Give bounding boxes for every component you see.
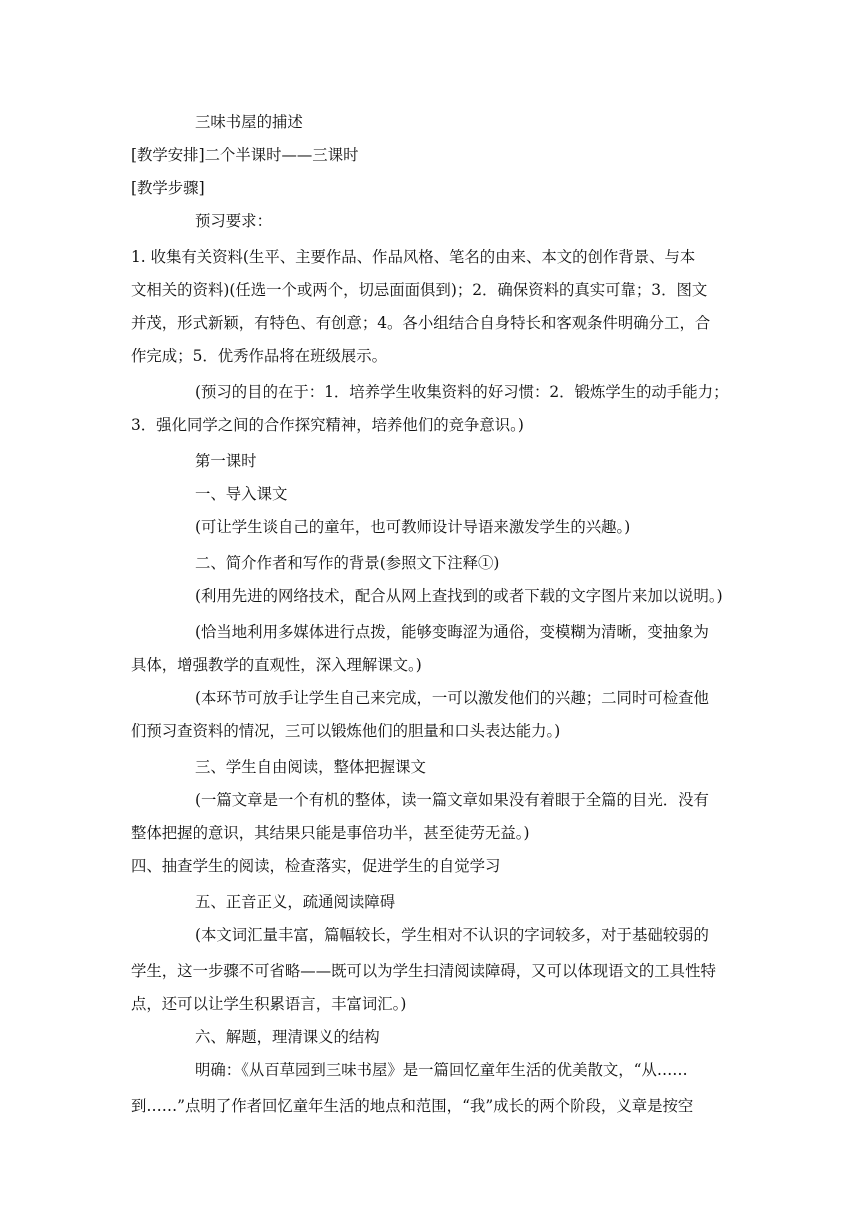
section-heading: 三、学生自由阅读，整体把握课文 <box>195 758 426 776</box>
paragraph-line: 具体，增强教学的直观性，深入理解课文。) <box>131 656 422 674</box>
paragraph-line: 点，还可以让学生积累语言，丰富词汇。) <box>131 995 407 1013</box>
paragraph-line: (可让学生谈自己的童年，也可教师设计导语来激发学生的兴趣。) <box>195 518 631 536</box>
section-heading: 五、正音正义，疏通阅读障碍 <box>195 893 396 911</box>
paragraph-line: 文相关的资料)(任选一个或两个，切忌面面俱到)；2．确保资料的真实可靠；3．图文 <box>131 281 708 299</box>
paragraph-line: (预习的目的在于：1．培养学生收集资料的好习惯：2．锻炼学生的动手能力； <box>195 383 729 401</box>
paragraph-line: 并茂，形式新颖，有特色、有创意；4。各小组结合自身特长和客观条件明确分工，合 <box>131 314 711 332</box>
paragraph-line: 明确：《从百草园到三味书屋》是一篇回忆童年生活的优美散文，“从…… <box>195 1061 688 1079</box>
paragraph-line: (本环节可放手让学生自己来完成，一可以激发他们的兴趣；二同时可检查他 <box>195 689 709 707</box>
teaching-arrangement: [教学安排]二个半课时——三课时 <box>131 146 359 164</box>
paragraph-line: (恰当地利用多媒体进行点拨，能够变晦涩为通俗，变模糊为清晰，变抽象为 <box>195 623 709 641</box>
section-heading: 第一课时 <box>195 452 257 470</box>
paragraph-line: (一篇文章是一个有机的整体，读一篇文章如果没有着眼于全篇的目光．没有 <box>195 791 709 809</box>
paragraph-line: (本文词汇量丰富，篇幅较长，学生相对不认识的字词较多，对于基础较弱的 <box>195 926 709 944</box>
paragraph-line: 整体把握的意识，其结果只能是事倍功半，甚至徒劳无益。) <box>131 824 530 842</box>
document-title: 三味书屋的捕述 <box>195 113 303 131</box>
section-heading: 一、导入课文 <box>195 485 288 503</box>
paragraph-line: 们预习查资料的情况，三可以锻炼他们的胆量和口头表达能力。) <box>131 722 561 740</box>
section-heading: 四、抽查学生的阅读，检查落实，促进学生的自觉学习 <box>131 857 501 875</box>
teaching-steps-heading: [教学步骤] <box>131 179 205 197</box>
paragraph-line: 3．强化同学之间的合作探究精神，培养他们的竞争意识。) <box>131 416 524 434</box>
paragraph-line: 作完成；5．优秀作品将在班级展示。 <box>131 347 388 365</box>
paragraph-line: (利用先进的网络技术，配合从网上查找到的或者下载的文字图片来加以说明。) <box>195 587 723 605</box>
paragraph-line: 1. 收集有关资料(生平、主要作品、作品风格、笔名的由来、本文的创作背景、与本 <box>131 248 696 266</box>
paragraph-line: 到……”点明了作者回忆童年生活的地点和范围，“我”成长的两个阶段，义章是按空 <box>131 1097 694 1115</box>
section-heading: 六、解题，理清课义的结构 <box>195 1028 380 1046</box>
preview-requirements-heading: 预习要求： <box>195 212 272 230</box>
section-heading: 二、简介作者和写作的背景(参照文下注释①) <box>195 554 500 572</box>
paragraph-line: 学生，这一步骤不可省略——既可以为学生扫清阅读障碍，又可以体现语文的工具性特 <box>131 962 716 980</box>
